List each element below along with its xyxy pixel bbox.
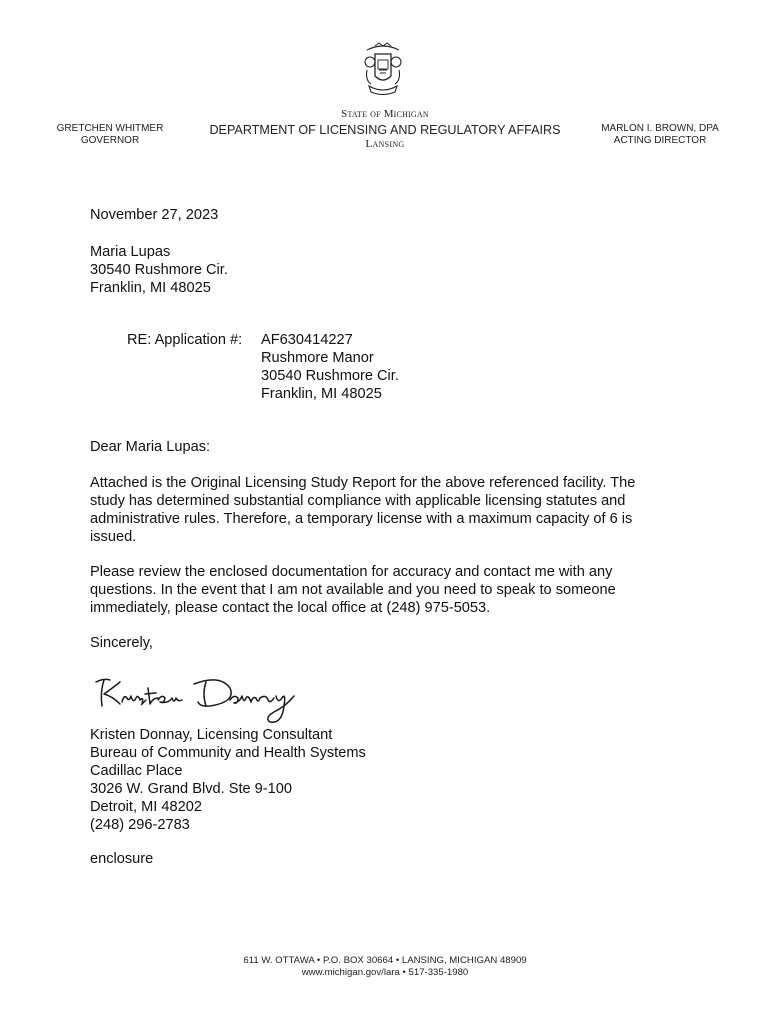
michigan-state-seal-icon xyxy=(357,40,409,98)
paragraph-line: Please review the enclosed documentation for accuracy and contact me with any xyxy=(90,564,613,580)
re-details xyxy=(261,331,399,403)
paragraph-line: administrative rules. Therefore, a temporary license with a maximum capacity of 6 is xyxy=(90,511,633,527)
letter-date: November 27, 2023 xyxy=(90,207,219,223)
signer-bureau: Bureau of Community and Health Systems xyxy=(90,745,366,761)
signer-name-title: Kristen Donnay, Licensing Consultant xyxy=(90,727,333,743)
recipient-line: Maria Lupas xyxy=(90,244,171,260)
salutation: Dear Maria Lupas: xyxy=(90,439,211,455)
recipient-line: Franklin, MI 48025 xyxy=(90,280,211,296)
governor-name: GRETCHEN WHITMER xyxy=(56,123,164,134)
signer-city: Detroit, MI 48202 xyxy=(90,799,202,815)
page-footer xyxy=(185,955,585,979)
state-line: State of Michigan xyxy=(341,108,429,120)
paragraph-line: immediately, please contact the local office at (248) 975-5053. xyxy=(90,600,491,616)
director-name: MARLON I. BROWN, DPA xyxy=(601,123,719,134)
paragraph-line: study has determined substantial compliance with applicable licensing statutes and xyxy=(90,493,626,509)
facility-name: Rushmore Manor xyxy=(261,350,374,366)
application-number: AF630414227 xyxy=(261,332,353,348)
closing: Sincerely, xyxy=(90,635,153,651)
director-block xyxy=(590,123,730,147)
paragraph-1 xyxy=(90,474,680,546)
signer-building: Cadillac Place xyxy=(90,763,183,779)
governor-block xyxy=(50,123,170,147)
footer-contact: www.michigan.gov/lara • 517-335-1980 xyxy=(301,967,469,978)
department-name: DEPARTMENT OF LICENSING AND REGULATORY AFFAIRS xyxy=(209,123,561,137)
signer-phone: (248) 296-2783 xyxy=(90,817,190,833)
enclosure-note: enclosure xyxy=(90,851,154,867)
paragraph-line: questions. In the event that I am not available and you need to speak to someone xyxy=(90,582,616,598)
handwritten-signature xyxy=(90,672,305,730)
paragraph-line: Attached is the Original Licensing Study Report for the above referenced facility. The xyxy=(90,475,636,491)
agency-heading xyxy=(200,108,570,151)
paragraph-2 xyxy=(90,563,680,617)
paragraph-line: issued. xyxy=(90,529,137,545)
facility-street: 30540 Rushmore Cir. xyxy=(261,368,399,384)
footer-address: 611 W. OTTAWA • P.O. BOX 30664 • LANSING, MICHIGAN 48909 xyxy=(243,955,527,966)
signer-street: 3026 W. Grand Blvd. Ste 9-100 xyxy=(90,781,292,797)
re-label: RE: Application #: xyxy=(127,332,243,348)
governor-title: GOVERNOR xyxy=(80,135,140,146)
recipient-address xyxy=(90,243,228,297)
director-title: ACTING DIRECTOR xyxy=(613,135,707,146)
facility-city: Franklin, MI 48025 xyxy=(261,386,382,402)
recipient-line: 30540 Rushmore Cir. xyxy=(90,262,228,278)
signature-block xyxy=(90,726,366,834)
city-line: Lansing xyxy=(365,138,405,150)
